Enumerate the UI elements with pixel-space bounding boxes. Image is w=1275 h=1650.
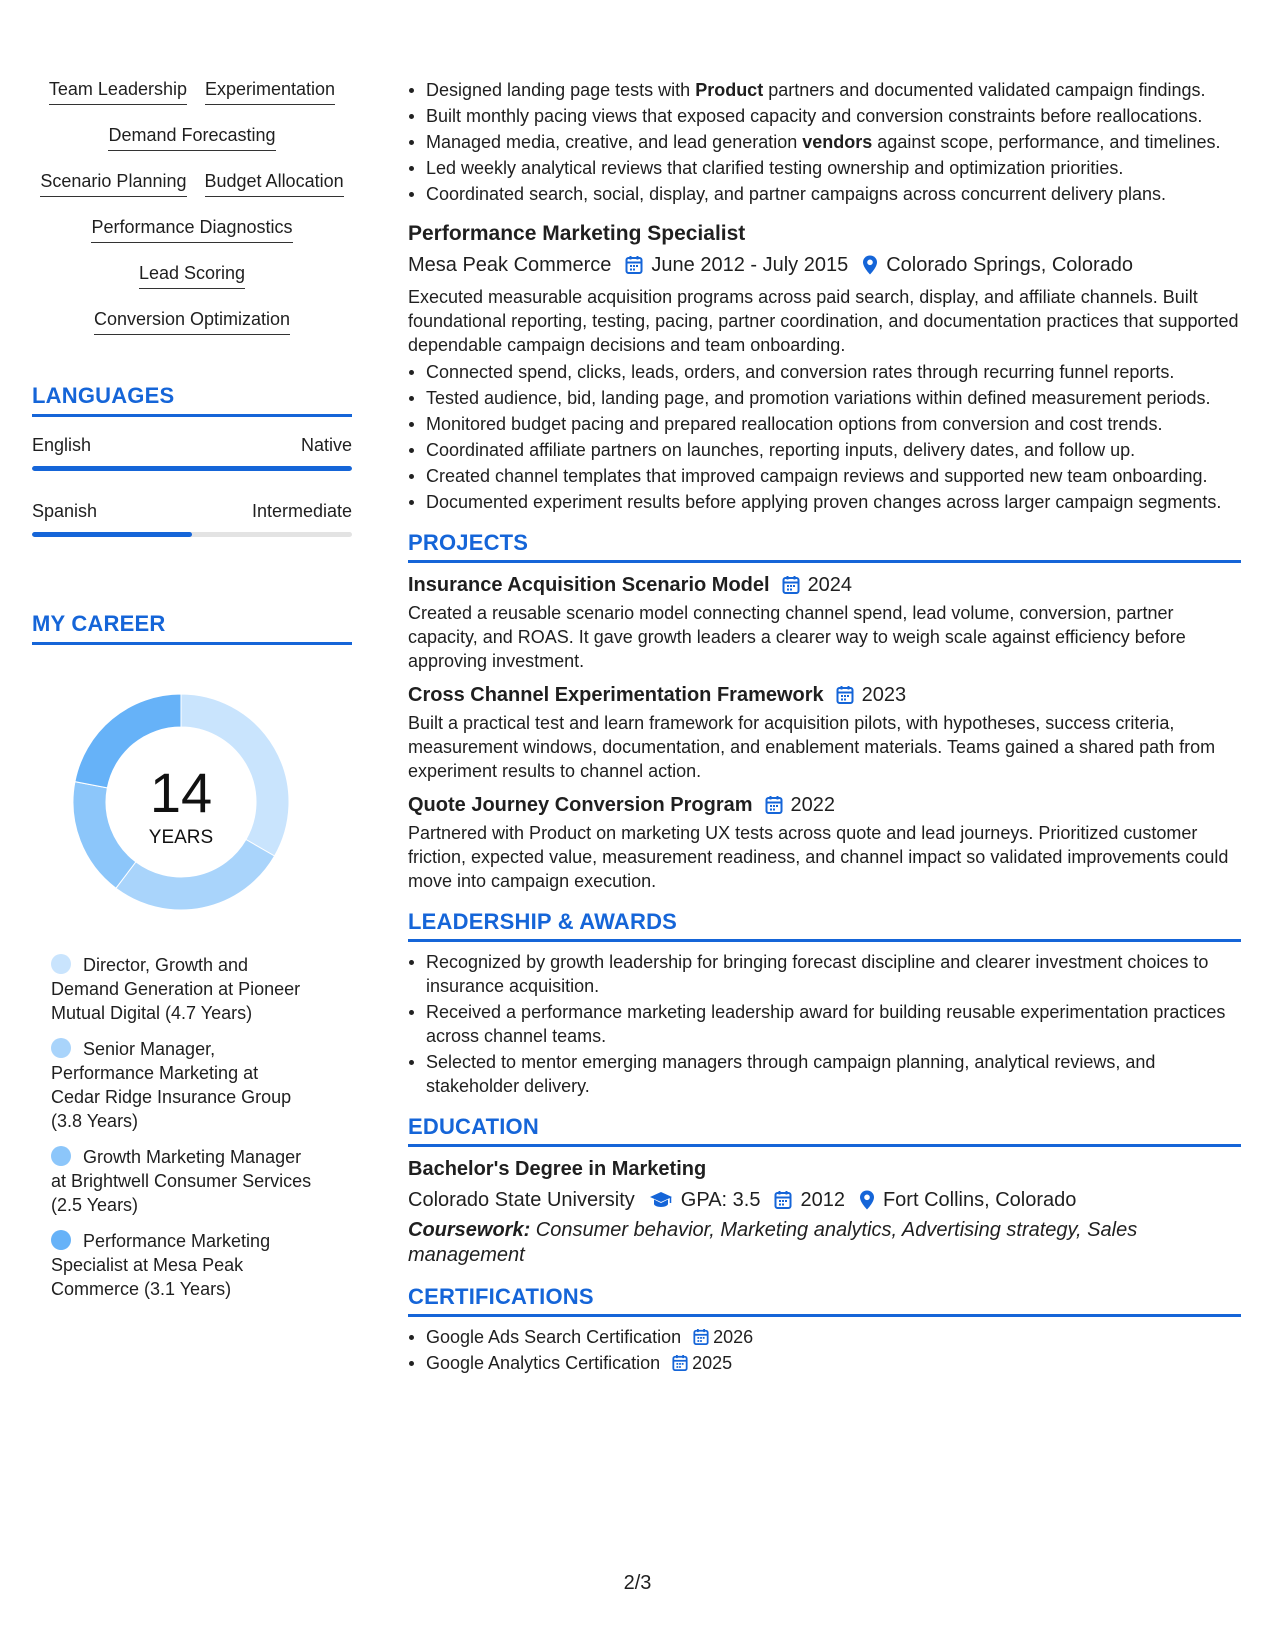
skill-tag: Experimentation (205, 78, 335, 105)
bullet-item: Recognized by growth leadership for bringing forecast discipline and clearer investment choices to insurance acquisition. (408, 950, 1241, 998)
page-number: 2/3 (623, 1572, 652, 1594)
job-dates: June 2012 - July 2015 (651, 254, 849, 276)
bullet-item: Created channel templates that improved campaign reviews and supported new team onboarding. (408, 464, 1241, 488)
legend-dot (51, 954, 71, 974)
education-location: Fort Collins, Colorado (882, 1189, 1077, 1211)
language-bar-fill (32, 466, 352, 471)
project-year: 2023 (861, 684, 907, 706)
project-description: Partnered with Product on marketing UX tests across quote and lead journeys. Prioritized customer friction, expected value, measurement readiness, and channel impact so validated improvements could move into campaign execution. (408, 823, 1229, 891)
school-name: Colorado State University (408, 1189, 635, 1211)
career-donut-chart (66, 687, 296, 917)
projects-list (408, 571, 1241, 893)
calendar-icon (782, 575, 800, 595)
bullet-item: Managed media, creative, and lead generation vendors against scope, performance, and timelines. (408, 130, 1241, 154)
calendar-icon (836, 685, 854, 705)
project-title: Quote Journey Conversion Program (408, 794, 753, 816)
skill-tag: Lead Scoring (139, 262, 245, 289)
bullet-item: Monitored budget pacing and prepared reallocation options from conversion and cost trends. (408, 412, 1241, 436)
calendar-icon (625, 255, 643, 275)
bullet-item: Selected to mentor emerging managers through campaign planning, analytical reviews, and stakeholder delivery. (408, 1050, 1241, 1098)
language-level: Native (300, 435, 352, 455)
language-name: Spanish (32, 501, 98, 521)
certification-name: Google Analytics Certification (426, 1353, 661, 1373)
skill-tag: Team Leadership (49, 78, 187, 105)
skill-tag: Demand Forecasting (108, 124, 275, 151)
bullet-item: Connected spend, clicks, leads, orders, and conversion rates through recurring funnel reports. (408, 360, 1241, 384)
calendar-icon (774, 1190, 792, 1210)
legend-dot (51, 1230, 71, 1250)
education-meta (408, 1186, 1241, 1214)
bullet-item: Documented experiment results before applying proven changes across larger campaign segments. (408, 490, 1241, 514)
bullet-item: Received a performance marketing leadership award for building reusable experimentation practices across channel teams. (408, 1000, 1241, 1048)
skill-tag: Scenario Planning (40, 170, 186, 197)
career-heading: MY CAREER (32, 611, 352, 645)
previous-job-bullets (408, 78, 1241, 206)
bullet-item: Designed landing page tests with Product partners and documented validated campaign findings. (408, 78, 1241, 102)
certification-item (408, 1325, 1241, 1349)
certifications-heading: CERTIFICATIONS (408, 1284, 1241, 1317)
language-row (32, 501, 352, 522)
skill-tag: Performance Diagnostics (91, 216, 292, 243)
career-total-years: 14 (149, 761, 213, 824)
legend-dot (51, 1146, 71, 1166)
leadership-heading: LEADERSHIP & AWARDS (408, 909, 1241, 942)
coursework-text: Consumer behavior, Marketing analytics, Advertising strategy, Sales management (408, 1219, 1138, 1266)
language-row (32, 435, 352, 456)
certification-year: 2026 (713, 1327, 754, 1347)
job-meta (408, 251, 1241, 279)
coursework (408, 1218, 1241, 1268)
language-name: English (32, 435, 92, 455)
job-company: Mesa Peak Commerce (408, 254, 612, 276)
project-description: Built a practical test and learn framework for acquisition pilots, with hypotheses, success criteria, measurement windows, documentation, and enablement materials. Teams gained a shared path from experiment results to channel action. (408, 713, 1216, 781)
main-content (408, 78, 1241, 1377)
language-level: Intermediate (251, 501, 352, 521)
location-pin-icon (862, 255, 878, 275)
location-pin-icon (859, 1190, 875, 1210)
graduation-cap-icon (649, 1191, 673, 1209)
graduation-year: 2012 (800, 1189, 845, 1211)
project-title: Cross Channel Experimentation Framework (408, 684, 824, 706)
gpa: GPA: 3.5 (680, 1189, 761, 1211)
sidebar (32, 78, 352, 1313)
degree-title: Bachelor's Degree in Marketing (408, 1158, 707, 1180)
skills-list (32, 78, 352, 335)
job-location: Colorado Springs, Colorado (886, 254, 1134, 276)
career-role-label: Growth Marketing Manager at Brightwell Consumer Services (2.5 Years) (51, 1147, 312, 1215)
languages-heading: LANGUAGES (32, 383, 352, 417)
language-bar (32, 466, 352, 471)
bullet-item: Built monthly pacing views that exposed capacity and conversion constraints before reallocations. (408, 104, 1241, 128)
bullet-item: Led weekly analytical reviews that clarified testing ownership and optimization priorities. (408, 156, 1241, 180)
calendar-icon (765, 795, 783, 815)
calendar-icon (693, 1328, 709, 1346)
coursework-label: Coursework: (408, 1219, 531, 1241)
projects-heading: PROJECTS (408, 530, 1241, 563)
language-bar-fill (32, 532, 192, 537)
project-title-row (408, 681, 1241, 709)
project-year: 2022 (790, 794, 836, 816)
bullet-item: Coordinated affiliate partners on launches, reporting inputs, delivery dates, and follow up. (408, 438, 1241, 462)
skill-tag: Conversion Optimization (94, 308, 290, 335)
certifications-list (408, 1325, 1241, 1375)
donut-center (66, 687, 296, 917)
calendar-icon (672, 1354, 688, 1372)
certification-year: 2025 (692, 1353, 733, 1373)
project-description: Created a reusable scenario model connecting channel spend, lead volume, conversion, partner capacity, and ROAS. It gave growth leaders a clearer way to weigh scale against efficiency before approving investment. (408, 603, 1186, 671)
job-bullets (408, 360, 1241, 514)
bullet-item: Coordinated search, social, display, and partner campaigns across concurrent delivery plans. (408, 182, 1241, 206)
bullet-item: Tested audience, bid, landing page, and promotion variations within defined measurement periods. (408, 386, 1241, 410)
career-legend (32, 953, 312, 1301)
career-role-label: Performance Marketing Specialist at Mesa Peak Commerce (3.1 Years) (51, 1231, 271, 1299)
job-title: Performance Marketing Specialist (408, 222, 746, 245)
project-year: 2024 (807, 574, 853, 596)
leadership-list (408, 950, 1241, 1098)
language-bar (32, 532, 352, 537)
career-legend-item (51, 1229, 312, 1301)
job-summary: Executed measurable acquisition programs across paid search, display, and affiliate channels. Built foundational reporting, testing, pacing, partner coordination, and documentation practices that supported dependable campaign decisions and team onboarding. (408, 287, 1239, 355)
project-title: Insurance Acquisition Scenario Model (408, 574, 770, 596)
languages-section (32, 383, 352, 537)
project-title-row (408, 571, 1241, 599)
skill-tag: Budget Allocation (205, 170, 344, 197)
legend-dot (51, 1038, 71, 1058)
career-section (32, 611, 352, 1301)
career-legend-item (51, 1037, 312, 1133)
career-legend-item (51, 953, 312, 1025)
career-legend-item (51, 1145, 312, 1217)
project-title-row (408, 791, 1241, 819)
certification-name: Google Ads Search Certification (426, 1327, 682, 1347)
education-heading: EDUCATION (408, 1114, 1241, 1147)
certification-item (408, 1351, 1241, 1375)
career-role-label: Director, Growth and Demand Generation at Pioneer Mutual Digital (4.7 Years) (51, 955, 301, 1023)
career-role-label: Senior Manager, Performance Marketing at Cedar Ridge Insurance Group (3.8 Years) (51, 1039, 292, 1131)
career-years-unit: YEARS (148, 827, 214, 848)
